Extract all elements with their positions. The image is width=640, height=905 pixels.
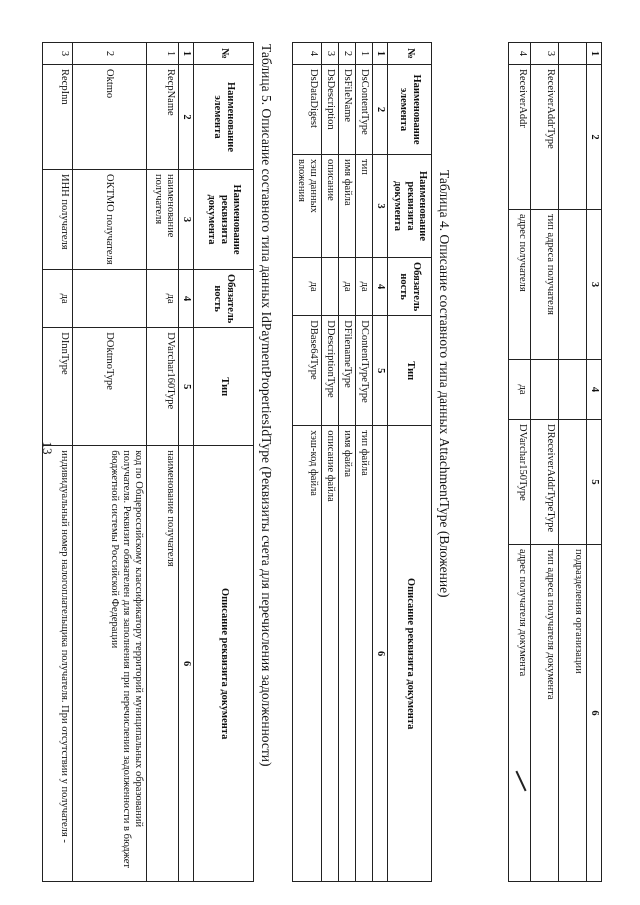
cell-required: да bbox=[355, 258, 372, 316]
cell-description: описание файла bbox=[321, 426, 338, 882]
cell-type: DVarchar150Type bbox=[508, 420, 530, 545]
cell-required bbox=[530, 360, 558, 420]
table-row bbox=[146, 43, 178, 882]
col-number: 5 bbox=[372, 316, 387, 426]
header-numbers-row bbox=[178, 43, 193, 882]
cell-num: 1 bbox=[146, 43, 178, 65]
table-row bbox=[530, 43, 558, 882]
cell-required: да bbox=[508, 360, 530, 420]
col-number: 6 bbox=[178, 446, 193, 882]
header-element: Наименование элемента bbox=[194, 65, 254, 170]
table4-header-row bbox=[388, 43, 432, 882]
col-number: 6 bbox=[372, 426, 387, 882]
col-number: 4 bbox=[178, 270, 193, 328]
table5 bbox=[42, 42, 254, 882]
col-number: 5 bbox=[586, 420, 601, 545]
cell-element bbox=[558, 65, 586, 210]
cell-element: ReceiverAddrType bbox=[530, 65, 558, 210]
table-continued bbox=[508, 42, 602, 882]
table-row bbox=[321, 43, 338, 882]
cell-num: 2 bbox=[72, 43, 146, 65]
col-number: 1 bbox=[178, 43, 193, 65]
table5-header-row bbox=[194, 43, 254, 882]
col-number: 2 bbox=[586, 65, 601, 210]
cell-name: ИНН получателя bbox=[42, 170, 72, 270]
cell-name: адрес получателя bbox=[508, 210, 530, 360]
header-name: Наименование реквизита документа bbox=[388, 155, 432, 258]
header-type: Тип bbox=[388, 316, 432, 426]
cell-type: DBase64Type bbox=[292, 316, 321, 426]
cell-element: RecpInn bbox=[42, 65, 72, 170]
cell-type: DFilenameType bbox=[338, 316, 355, 426]
table5-caption: Таблица 5. Описание составного типа данных IdPaymentPropertiesIdType (Реквизиты счета для перечисления задолженности) bbox=[259, 44, 274, 767]
cell-description: тип файла bbox=[355, 426, 372, 882]
cell-description: хэш-код файла bbox=[292, 426, 321, 882]
table4 bbox=[292, 42, 432, 882]
page-number: 13 bbox=[40, 441, 55, 455]
col-number: 5 bbox=[178, 328, 193, 446]
cell-type: DContentTypeType bbox=[355, 316, 372, 426]
table-row bbox=[508, 43, 530, 882]
table-row bbox=[338, 43, 355, 882]
cell-num: 4 bbox=[508, 43, 530, 65]
header-numbers-row bbox=[372, 43, 387, 882]
cell-required: да bbox=[42, 270, 72, 328]
cell-name: хэш данных вложения bbox=[292, 155, 321, 258]
cell-description: тип адреса получателя документа bbox=[530, 545, 558, 882]
header-description: Описание реквизита документа bbox=[388, 426, 432, 882]
header-type: Тип bbox=[194, 328, 254, 446]
cell-type: DVarchar160Type bbox=[146, 328, 178, 446]
cell-type bbox=[558, 420, 586, 545]
cell-description: код по Общероссийскому классификатору территорий муниципальных образований получателя. Реквизит обязателен для заполнения при перечислении задолженности в бюджет бюджетной системы Российской Федерации bbox=[72, 446, 146, 882]
cell-name: тип адреса получателя bbox=[530, 210, 558, 360]
cell-required: да bbox=[338, 258, 355, 316]
cell-num bbox=[558, 43, 586, 65]
cell-name bbox=[558, 210, 586, 360]
cell-num: 1 bbox=[355, 43, 372, 65]
cell-element: Oktmo bbox=[72, 65, 146, 170]
cell-required: да bbox=[292, 258, 321, 316]
cell-name: ОКТМО получателя bbox=[72, 170, 146, 270]
col-number: 6 bbox=[586, 545, 601, 882]
cell-description: адрес получателя документа bbox=[508, 545, 530, 882]
col-number: 3 bbox=[178, 170, 193, 270]
cell-type: DReceiverAddrTypeType bbox=[530, 420, 558, 545]
cell-required bbox=[321, 258, 338, 316]
header-element: Наименование элемента bbox=[388, 65, 432, 155]
cell-description: подразделения организации bbox=[558, 545, 586, 882]
cell-type: DInnType bbox=[42, 328, 72, 446]
header-name: Наименование реквизита документа bbox=[194, 170, 254, 270]
cell-description: индивидуальный номер налогоплательщика получателя. При отсутствии у получателя - bbox=[42, 446, 72, 882]
cell-num: 3 bbox=[321, 43, 338, 65]
table-row bbox=[72, 43, 146, 882]
cell-num: 4 bbox=[292, 43, 321, 65]
cell-required bbox=[72, 270, 146, 328]
cell-name: описание bbox=[321, 155, 338, 258]
col-number: 3 bbox=[372, 155, 387, 258]
cell-required: да bbox=[146, 270, 178, 328]
cell-num: 3 bbox=[530, 43, 558, 65]
table-row bbox=[292, 43, 321, 882]
header-num: № bbox=[194, 43, 254, 65]
cell-name: тип bbox=[355, 155, 372, 258]
cell-element: ReceiverAddr bbox=[508, 65, 530, 210]
header-description: Описание реквизита документа bbox=[194, 446, 254, 882]
cell-type: DOktmoType bbox=[72, 328, 146, 446]
table-row bbox=[355, 43, 372, 882]
col-number: 4 bbox=[586, 360, 601, 420]
cell-num: 2 bbox=[338, 43, 355, 65]
table4-caption: Таблица 4. Описание составного типа данных AttachmentType (Вложение) bbox=[437, 170, 452, 598]
col-number: 3 bbox=[586, 210, 601, 360]
header-num: № bbox=[388, 43, 432, 65]
cell-type: DDescriptionType bbox=[321, 316, 338, 426]
cell-required bbox=[558, 360, 586, 420]
cell-element: DsContentType bbox=[355, 65, 372, 155]
cell-num: 3 bbox=[42, 43, 72, 65]
header-numbers-row bbox=[586, 43, 601, 882]
cell-description: наименование получателя bbox=[146, 446, 178, 882]
cell-name: наименование получателя bbox=[146, 170, 178, 270]
table-row bbox=[558, 43, 586, 882]
cell-element: DsFileName bbox=[338, 65, 355, 155]
header-required: Обязатель ность bbox=[194, 270, 254, 328]
col-number: 2 bbox=[372, 65, 387, 155]
col-number: 4 bbox=[372, 258, 387, 316]
cell-element: RecpName bbox=[146, 65, 178, 170]
cell-name: имя файла bbox=[338, 155, 355, 258]
header-required: Обязатель ность bbox=[388, 258, 432, 316]
col-number: 1 bbox=[372, 43, 387, 65]
cell-element: DsDataDigest bbox=[292, 65, 321, 155]
cell-description: имя файла bbox=[338, 426, 355, 882]
col-number: 2 bbox=[178, 65, 193, 170]
col-number: 1 bbox=[586, 43, 601, 65]
table-row bbox=[42, 43, 72, 882]
cell-element: DsDescription bbox=[321, 65, 338, 155]
